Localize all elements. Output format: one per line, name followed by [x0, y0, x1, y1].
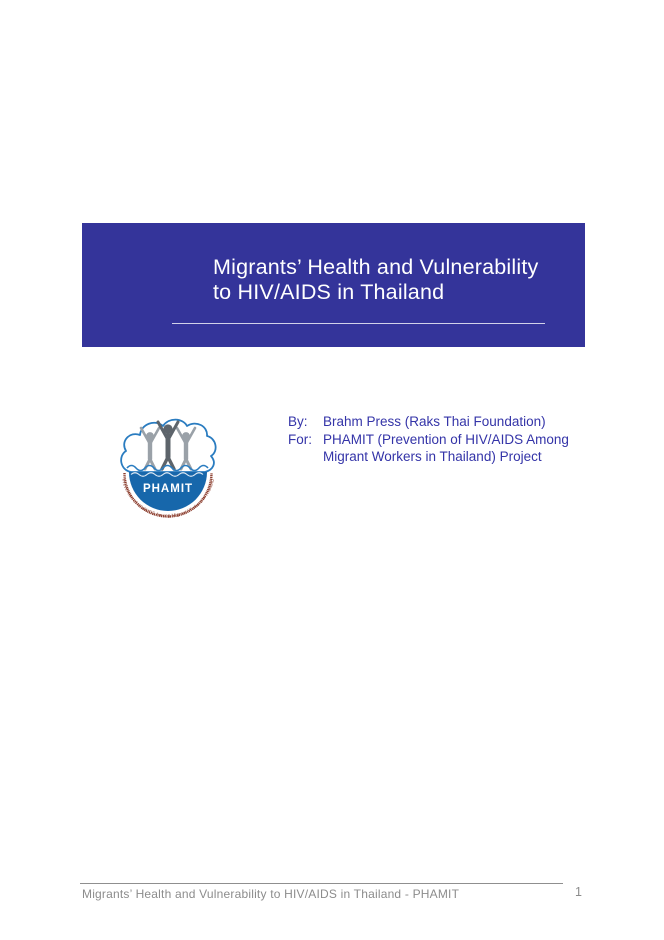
footer-running-title: Migrants’ Health and Vulnerability to HIV/AIDS in Thailand - PHAMIT [82, 887, 460, 901]
document-title-line1: Migrants’ Health and Vulnerability [213, 255, 539, 279]
by-label: By: [288, 414, 308, 429]
logo-curved-text: Prevention of HIV/AIDS Among Migrant Workers in Thailand [120, 478, 216, 519]
title-banner [82, 223, 585, 347]
for-value-spacer [288, 448, 323, 466]
document-title [213, 255, 538, 305]
footer-divider [80, 883, 563, 884]
for-value-line2: Migrant Workers in Thailand) Project [323, 449, 542, 464]
document-title-line2: to HIV/AIDS in Thailand [213, 280, 445, 304]
credits-block [288, 413, 569, 466]
title-underline-divider [172, 323, 545, 324]
phamit-logo-graphic [117, 412, 219, 520]
by-value: Brahm Press (Raks Thai Foundation) [323, 414, 546, 429]
for-value-line1: PHAMIT (Prevention of HIV/AIDS Among [323, 431, 569, 447]
logo-acronym-text: PHAMIT [142, 483, 194, 495]
phamit-logo [117, 412, 219, 520]
for-label: For: [288, 431, 313, 447]
page-number: 1 [575, 885, 582, 899]
